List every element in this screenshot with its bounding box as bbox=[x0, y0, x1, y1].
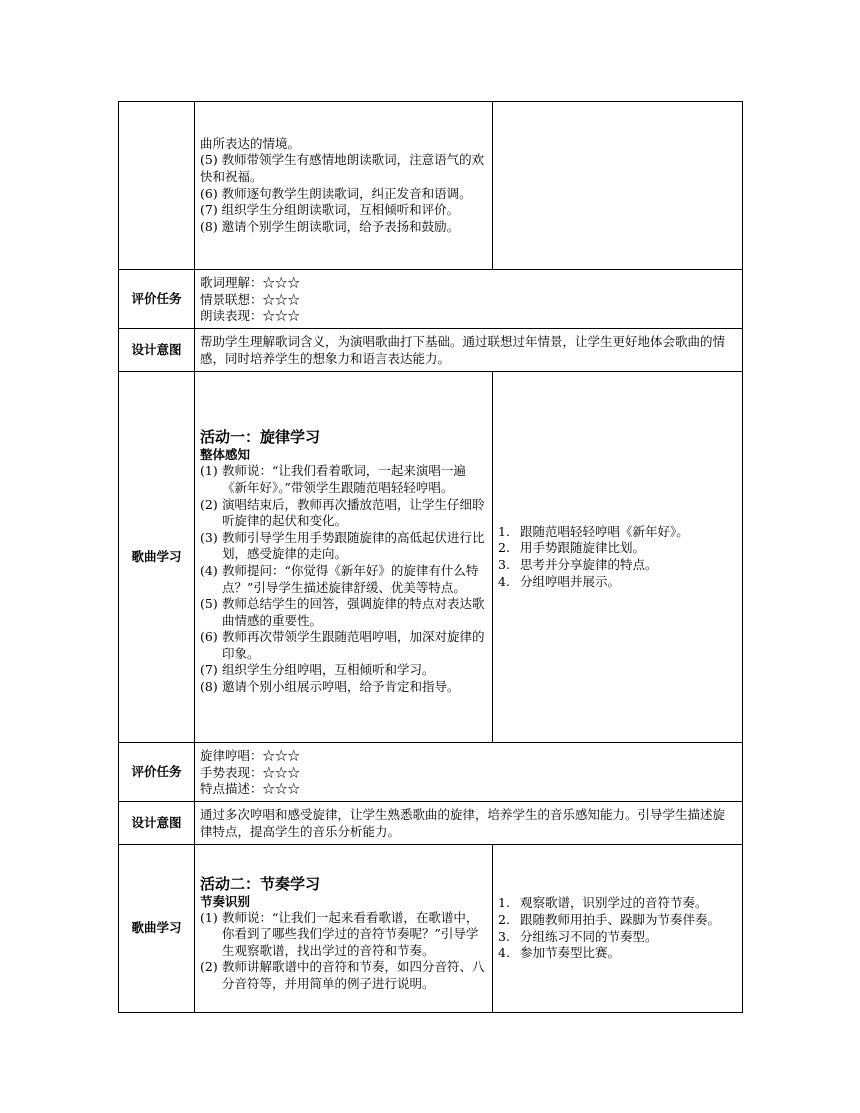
step-text: 用手势跟随旋律比划。 bbox=[520, 540, 646, 556]
continuation-text: 曲所表达的情境。 bbox=[200, 135, 301, 151]
list-item bbox=[200, 959, 487, 992]
student-steps-list bbox=[498, 895, 737, 961]
step-text: (7) 组织学生分组朗读歌词，互相倾听和评价。 bbox=[200, 202, 460, 218]
list-item bbox=[498, 540, 737, 557]
teacher-steps-list bbox=[200, 463, 487, 695]
evaluation-item: 情景联想：☆☆☆ bbox=[200, 291, 301, 307]
step-number: (6) bbox=[200, 629, 218, 645]
step-text: 组织学生分组哼唱，互相倾听和学习。 bbox=[222, 662, 435, 678]
step-number: (1) bbox=[200, 909, 218, 925]
step-text: 演唱结束后，教师再次播放范唱，让学生仔细聆听旋律的起伏和变化。 bbox=[222, 496, 485, 529]
list-item bbox=[200, 662, 487, 679]
student-activity-cell bbox=[493, 372, 743, 743]
activity-subtitle: 节奏识别 bbox=[200, 893, 251, 909]
list-item bbox=[200, 497, 487, 530]
step-text: 跟随范唱轻轻哼唱《新年好》。 bbox=[520, 523, 689, 539]
evaluation-item: 手势表现：☆☆☆ bbox=[200, 764, 301, 780]
list-item bbox=[200, 596, 487, 629]
step-text: 教师说：“让我们一起来看看歌谱，在歌谱中，你看到了哪些我们学过的音符节奏呢？”引导学生观察歌谱，找出学过的音符和节奏。 bbox=[222, 909, 479, 958]
table-row bbox=[119, 329, 743, 372]
list-item bbox=[200, 563, 487, 596]
list-item bbox=[200, 463, 487, 496]
activity-subtitle: 整体感知 bbox=[200, 447, 251, 463]
step-text: 分组哼唱并展示。 bbox=[520, 573, 621, 589]
step-number: (4) bbox=[200, 562, 218, 578]
row-label: 评价任务 bbox=[119, 743, 195, 802]
list-item bbox=[498, 574, 737, 591]
step-text: (8) 邀请个别学生朗读歌词，给予表扬和鼓励。 bbox=[200, 218, 460, 234]
row-label: 设计意图 bbox=[119, 329, 195, 372]
step-text: 思考并分享旋律的特点。 bbox=[520, 557, 658, 572]
step-number: 1. bbox=[498, 895, 510, 911]
step-number: (5) bbox=[200, 596, 218, 612]
row-label: 歌曲学习 bbox=[119, 372, 195, 743]
step-text: 邀请个别小组展示哼唱，给予肯定和指导。 bbox=[222, 679, 460, 695]
list-item bbox=[498, 895, 737, 912]
empty-student-cell bbox=[493, 102, 743, 270]
step-number: 2. bbox=[498, 540, 510, 556]
step-number: (2) bbox=[200, 959, 218, 975]
row-label: 歌曲学习 bbox=[119, 845, 195, 1013]
design-intent-text: 帮助学生理解歌词含义，为演唱歌曲打下基础。通过联想过年情景，让学生更好地体会歌曲的情感，同时培养学生的想象力和语言表达能力。 bbox=[195, 329, 743, 372]
student-steps-list bbox=[498, 524, 737, 590]
evaluation-item: 旋律哼唱：☆☆☆ bbox=[200, 748, 301, 764]
table-row bbox=[119, 270, 743, 329]
list-item bbox=[200, 629, 487, 662]
step-text: 参加节奏型比赛。 bbox=[520, 945, 621, 961]
list-item bbox=[200, 679, 487, 696]
table-row bbox=[119, 372, 743, 743]
evaluation-cell bbox=[195, 743, 743, 802]
evaluation-item: 特点描述：☆☆☆ bbox=[200, 781, 301, 797]
list-item bbox=[200, 530, 487, 563]
step-text: 教师提问：“你觉得《新年好》的旋律有什么特点？”引导学生描述旋律舒缓、优美等特点。 bbox=[222, 562, 479, 595]
step-number: (7) bbox=[200, 662, 218, 678]
list-item bbox=[200, 910, 487, 960]
design-intent-text: 通过多次哼唱和感受旋律，让学生熟悉歌曲的旋律，培养学生的音乐感知能力。引导学生描述旋律特点，提高学生的音乐分析能力。 bbox=[195, 802, 743, 845]
step-text: 教师讲解歌谱中的音符和节奏，如四分音符、八分音符等，并用简单的例子进行说明。 bbox=[222, 959, 485, 991]
step-number: 3. bbox=[498, 557, 510, 572]
step-number: 1. bbox=[498, 523, 510, 539]
step-text: 教师引导学生用手势跟随旋律的高低起伏进行比划，感受旋律的走向。 bbox=[222, 529, 485, 562]
step-number: 4. bbox=[498, 573, 510, 589]
step-number: 3. bbox=[498, 928, 510, 944]
activity-title: 活动一：旋律学习 bbox=[200, 428, 321, 447]
list-item bbox=[498, 929, 737, 946]
list-item bbox=[498, 524, 737, 541]
step-text: 教师总结学生的回答，强调旋律的特点对表达歌曲情感的重要性。 bbox=[222, 596, 485, 628]
table-row bbox=[119, 845, 743, 1013]
list-item bbox=[498, 912, 737, 929]
reading-steps-cell bbox=[195, 102, 493, 270]
step-text: 分组练习不同的节奏型。 bbox=[520, 928, 658, 944]
step-text: 教师说：“让我们看着歌词，一起来演唱一遍《新年好》。”带领学生跟随范唱轻轻哼唱。 bbox=[222, 463, 466, 495]
table-row bbox=[119, 743, 743, 802]
table-row bbox=[119, 802, 743, 845]
step-number: (2) bbox=[200, 496, 218, 512]
step-number: (3) bbox=[200, 529, 218, 545]
empty-label-cell bbox=[119, 102, 195, 270]
step-number: (8) bbox=[200, 679, 218, 695]
teacher-activity-cell bbox=[195, 372, 493, 743]
teacher-activity-cell bbox=[195, 845, 493, 1013]
step-number: 4. bbox=[498, 945, 510, 961]
lesson-plan-table bbox=[118, 101, 743, 1013]
table-row bbox=[119, 102, 743, 270]
step-number: (1) bbox=[200, 463, 218, 479]
step-text: 跟随教师用拍手、跺脚为节奏伴奏。 bbox=[520, 911, 721, 927]
evaluation-cell bbox=[195, 270, 743, 329]
list-item bbox=[498, 557, 737, 574]
student-activity-cell bbox=[493, 845, 743, 1013]
evaluation-item: 朗读表现：☆☆☆ bbox=[200, 308, 301, 324]
step-text: 观察歌谱，识别学过的音符节奏。 bbox=[520, 895, 708, 911]
step-text: (6) 教师逐句教学生朗读歌词，纠正发音和语调。 bbox=[200, 185, 472, 201]
step-text: (5) 教师带领学生有感情地朗读歌词，注意语气的欢快和祝福。 bbox=[200, 152, 485, 184]
evaluation-item: 歌词理解：☆☆☆ bbox=[200, 275, 301, 291]
step-number: 2. bbox=[498, 911, 510, 927]
teacher-steps-list bbox=[200, 910, 487, 993]
row-label: 评价任务 bbox=[119, 270, 195, 329]
row-label: 设计意图 bbox=[119, 802, 195, 845]
list-item bbox=[498, 945, 737, 962]
step-text: 教师再次带领学生跟随范唱哼唱，加深对旋律的印象。 bbox=[222, 629, 485, 661]
activity-title: 活动二：节奏学习 bbox=[200, 874, 321, 893]
